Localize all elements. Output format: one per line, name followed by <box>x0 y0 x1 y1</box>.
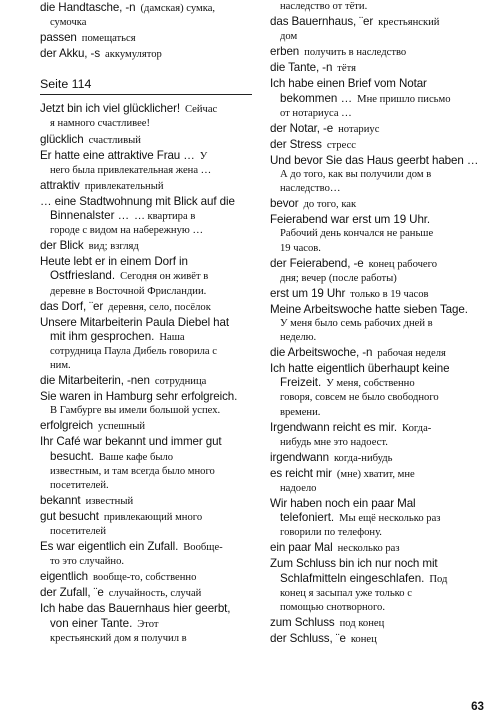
german-term: zum Schluss <box>270 615 335 629</box>
vocab-entry <box>270 615 482 631</box>
russian-translation-continued: неделю. <box>280 332 317 344</box>
german-term-continued-text: mit ihm gesprochen. <box>50 329 155 343</box>
russian-translation-continued: конец я засыпал уже только с <box>280 587 412 599</box>
vocab-entry <box>270 496 482 540</box>
russian-translation: случайность, случай <box>108 588 202 600</box>
vocab-entry <box>270 14 482 44</box>
vocab-entry <box>270 631 482 647</box>
russian-translation-continued: говорили по телефону. <box>280 527 382 539</box>
german-term: die Tante, -n <box>270 61 333 75</box>
vocab-entry <box>40 434 266 492</box>
german-term: der Schluss, ¨e <box>270 631 346 645</box>
german-term: Er hatte eine attraktive Frau … <box>40 148 195 162</box>
russian-translation: помещаться <box>81 33 136 45</box>
vocab-entry <box>40 315 266 373</box>
vocab-entry <box>270 60 482 76</box>
german-term: die Mitarbeiterin, -nen <box>40 374 150 388</box>
german-term: ein paar Mal <box>270 541 333 555</box>
german-term: der Stress <box>270 137 322 151</box>
russian-translation-continued: 19 часов. <box>280 242 321 254</box>
german-term-continued-text: telefoniert. <box>280 511 335 525</box>
vocab-entry <box>40 148 266 178</box>
russian-translation-continued: дом <box>280 31 298 43</box>
german-term-continued-text: Freizeit. <box>280 376 322 390</box>
russian-translation: нотариус <box>338 123 380 135</box>
vocab-entry <box>270 286 482 302</box>
vocab-entry <box>40 132 266 148</box>
german-term: Feierabend war erst um 19 Uhr. <box>270 213 431 227</box>
russian-translation: У <box>199 150 208 162</box>
russian-translation-continued: А до того, как вы получили дом в <box>280 169 432 181</box>
russian-translation: Когда- <box>402 422 432 434</box>
russian-translation-continued: сотрудница Паула Дибель говорила с <box>50 345 217 357</box>
german-term-continued <box>270 511 482 526</box>
russian-translation-continued: нибудь мне это надоест. <box>280 436 388 448</box>
russian-translation: Этот <box>137 618 159 630</box>
russian-translation: Ваше кафе было <box>98 451 174 463</box>
russian-translation-continued: В Гамбурге вы имели большой успех. <box>50 405 221 417</box>
russian-translation-continued: надоело <box>280 483 317 494</box>
german-term: es reicht mir <box>270 466 332 480</box>
russian-translation: вообще-то, собственно <box>93 572 197 584</box>
vocab-entry <box>270 256 482 286</box>
left-column <box>40 0 266 646</box>
section-heading: Seite 114 <box>40 77 252 95</box>
german-term: Irgendwann reicht es mir. <box>270 420 398 434</box>
vocab-entry <box>40 569 266 585</box>
german-term: der Notar, -e <box>270 121 334 135</box>
vocab-entry <box>270 153 482 196</box>
german-term: bevor <box>270 197 299 211</box>
vocab-entry <box>270 0 482 14</box>
german-term-continued-text: Schlafmitteln eingeschlafen. <box>280 571 425 585</box>
russian-translation-continued: Рабочий день кончался не раньше <box>280 228 434 240</box>
russian-translation-continued: то это случайно. <box>50 556 125 568</box>
russian-translation: (дамская) сумка, <box>140 3 216 14</box>
german-term-continued-text: Binnenalster … <box>50 209 130 223</box>
vocab-entry <box>270 450 482 466</box>
german-term-continued <box>40 617 266 632</box>
vocab-entry <box>40 373 266 389</box>
russian-translation: до того, как <box>303 199 357 211</box>
vocab-entry <box>40 601 266 645</box>
vocab-entry <box>270 44 482 60</box>
russian-translation: У меня, собственно <box>326 378 415 390</box>
german-term-continued <box>40 269 266 284</box>
vocab-entry <box>270 302 482 345</box>
vocab-entry <box>40 101 266 131</box>
german-term-continued <box>40 209 266 224</box>
vocab-entry <box>270 137 482 153</box>
vocab-entry <box>40 178 266 194</box>
vocab-entry <box>270 540 482 556</box>
german-term-continued-text: bekommen … <box>280 91 353 105</box>
german-term-continued-text: besucht. <box>50 449 94 463</box>
vocab-entry <box>270 196 482 212</box>
vocab-entry <box>270 121 482 137</box>
vocab-list-top <box>40 0 266 62</box>
russian-translation-continued: известным, и там всегда было много <box>50 465 215 477</box>
russian-translation: успешный <box>98 421 146 433</box>
vocab-entry <box>40 30 266 46</box>
german-term: Wir haben noch ein paar Mal <box>270 497 416 511</box>
russian-translation: … квартира в <box>134 211 196 223</box>
russian-translation-continued: ним. <box>50 359 71 371</box>
russian-translation-continued: городе с видом на набережную … <box>50 225 204 237</box>
vocab-entry <box>270 345 482 361</box>
german-term-continued-text: Ostfriesland. <box>50 269 116 283</box>
german-term-continued <box>40 330 266 345</box>
russian-translation-continued: говоря, совсем не было свободного <box>280 392 439 404</box>
russian-translation: конец <box>350 633 377 645</box>
russian-translation: привлекающий много <box>103 511 203 523</box>
german-term: Ich habe einen Brief vom Notar <box>270 77 427 91</box>
russian-translation-continued: дня; вечер (после работы) <box>280 272 397 284</box>
german-term: attraktiv <box>40 178 80 192</box>
vocab-entry <box>270 556 482 614</box>
russian-translation: Мы ещё несколько раз <box>339 513 441 525</box>
vocab-list-left <box>40 101 266 645</box>
german-term: erfolgreich <box>40 419 94 433</box>
russian-translation: стресс <box>326 139 356 151</box>
russian-translation: сотрудница <box>154 376 207 388</box>
russian-translation: несколько раз <box>337 543 400 555</box>
german-term: irgendwann <box>270 450 329 464</box>
russian-translation-continued: крестьянский дом я получил в <box>50 632 187 644</box>
russian-translation: счастливый <box>88 134 141 146</box>
vocab-entry <box>40 0 266 30</box>
german-term: erst um 19 Uhr <box>270 286 346 300</box>
russian-translation-continued: него была привлекательная жена … <box>50 164 212 176</box>
vocab-entry <box>40 585 266 601</box>
vocab-list-right <box>270 0 482 647</box>
russian-translation-continued: я намного счастливее! <box>50 118 151 130</box>
russian-translation: под конец <box>339 617 385 629</box>
russian-translation: Сегодня он живёт в <box>120 271 209 283</box>
german-term-continued <box>270 376 482 391</box>
russian-translation: Под <box>429 573 448 585</box>
german-term: die Arbeitswoche, -n <box>270 346 373 360</box>
russian-translation-continued: посетителей. <box>50 479 109 491</box>
german-term-continued <box>270 572 482 587</box>
german-term: Meine Arbeitswoche hatte sieben Tage. <box>270 302 468 316</box>
russian-translation-continued: помощью снотворного. <box>280 601 385 613</box>
german-term: Heute lebt er in einem Dorf in <box>40 255 188 269</box>
german-term: passen <box>40 31 77 45</box>
vocab-entry <box>40 493 266 509</box>
vocab-entry <box>40 389 266 418</box>
german-term: das Bauernhaus, ¨er <box>270 15 374 29</box>
russian-translation-continued: У меня было семь рабочих дней в <box>280 317 433 329</box>
german-term: … eine Stadtwohnung mit Blick auf die <box>40 194 235 208</box>
vocab-entry <box>40 509 266 539</box>
german-term: Es war eigentlich ein Zufall. <box>40 540 179 554</box>
russian-translation: привлекательный <box>84 180 164 192</box>
german-term: erben <box>270 45 300 59</box>
german-term: Unsere Mitarbeiterin Paula Diebel hat <box>40 315 229 329</box>
russian-translation: конец рабочего <box>368 258 438 270</box>
russian-translation: деревня, село, посёлок <box>108 301 211 313</box>
german-term: eigentlich <box>40 570 88 584</box>
german-term: der Blick <box>40 239 84 253</box>
russian-translation: Наша <box>159 331 185 343</box>
german-term: Ich hatte eigentlich überhaupt keine <box>270 362 450 376</box>
russian-translation: рабочая неделя <box>377 348 446 360</box>
german-term: der Zufall, ¨e <box>40 586 104 600</box>
russian-translation: аккумулятор <box>105 49 162 61</box>
german-term: der Akku, -s <box>40 47 101 61</box>
russian-translation: Мне пришло письмо <box>357 93 451 105</box>
german-term: der Feierabend, -e <box>270 256 364 270</box>
vocab-entry <box>40 194 266 238</box>
russian-translation: Сейчас <box>184 104 218 116</box>
russian-translation: вид; взгляд <box>88 241 139 253</box>
russian-translation: Вообще- <box>183 542 223 554</box>
russian-translation-continued: времени. <box>280 406 321 418</box>
vocab-entry <box>40 238 266 254</box>
german-term: Sie waren in Hamburg sehr erfolgreich. <box>40 390 238 404</box>
german-term: Ich habe das Bauernhaus hier geerbt, <box>40 602 231 616</box>
vocab-entry <box>40 299 266 315</box>
german-term: Und bevor Sie das Haus geerbt haben … <box>270 153 479 167</box>
russian-translation: только в 19 часов <box>350 288 429 300</box>
german-term: Jetzt bin ich viel glücklicher! <box>40 102 180 116</box>
russian-translation: известный <box>85 495 134 507</box>
russian-translation-continued: наследство… <box>280 183 341 195</box>
vocab-entry <box>270 76 482 120</box>
vocab-entry <box>270 466 482 496</box>
german-term-continued <box>40 450 266 465</box>
vocab-entry <box>270 420 482 450</box>
german-term: glücklich <box>40 132 84 146</box>
german-term: gut besucht <box>40 509 99 523</box>
german-term: Ihr Café war bekannt und immer gut <box>40 435 222 449</box>
vocab-entry <box>270 361 482 419</box>
russian-translation-continued: посетителей <box>50 526 107 537</box>
russian-translation-continued: сумочка <box>50 17 87 29</box>
vocab-entry <box>40 539 266 569</box>
vocab-entry <box>40 254 266 298</box>
russian-translation: когда-нибудь <box>333 452 393 464</box>
german-term-continued-text: von einer Tante. <box>50 616 133 630</box>
russian-translation: крестьянский <box>378 17 440 29</box>
right-column <box>270 0 482 647</box>
german-term: die Handtasche, -n <box>40 1 136 14</box>
german-term: Zum Schluss bin ich nur noch mit <box>270 557 438 571</box>
russian-translation-continued: деревне в Восточной Фрисландии. <box>50 285 207 297</box>
german-term: das Dorf, ¨er <box>40 299 104 313</box>
russian-translation-continued: наследство от тёти. <box>280 1 368 12</box>
german-term-continued <box>270 92 482 107</box>
russian-translation-continued: от нотариуса … <box>280 107 352 119</box>
german-term: bekannt <box>40 493 81 507</box>
vocab-entry <box>40 418 266 434</box>
vocab-entry <box>40 46 266 62</box>
russian-translation: получить в наследство <box>304 47 407 59</box>
vocab-entry <box>270 212 482 255</box>
russian-translation: (мне) хватит, мне <box>336 468 415 480</box>
page-number: 63 <box>471 700 484 713</box>
russian-translation: тётя <box>337 63 356 75</box>
